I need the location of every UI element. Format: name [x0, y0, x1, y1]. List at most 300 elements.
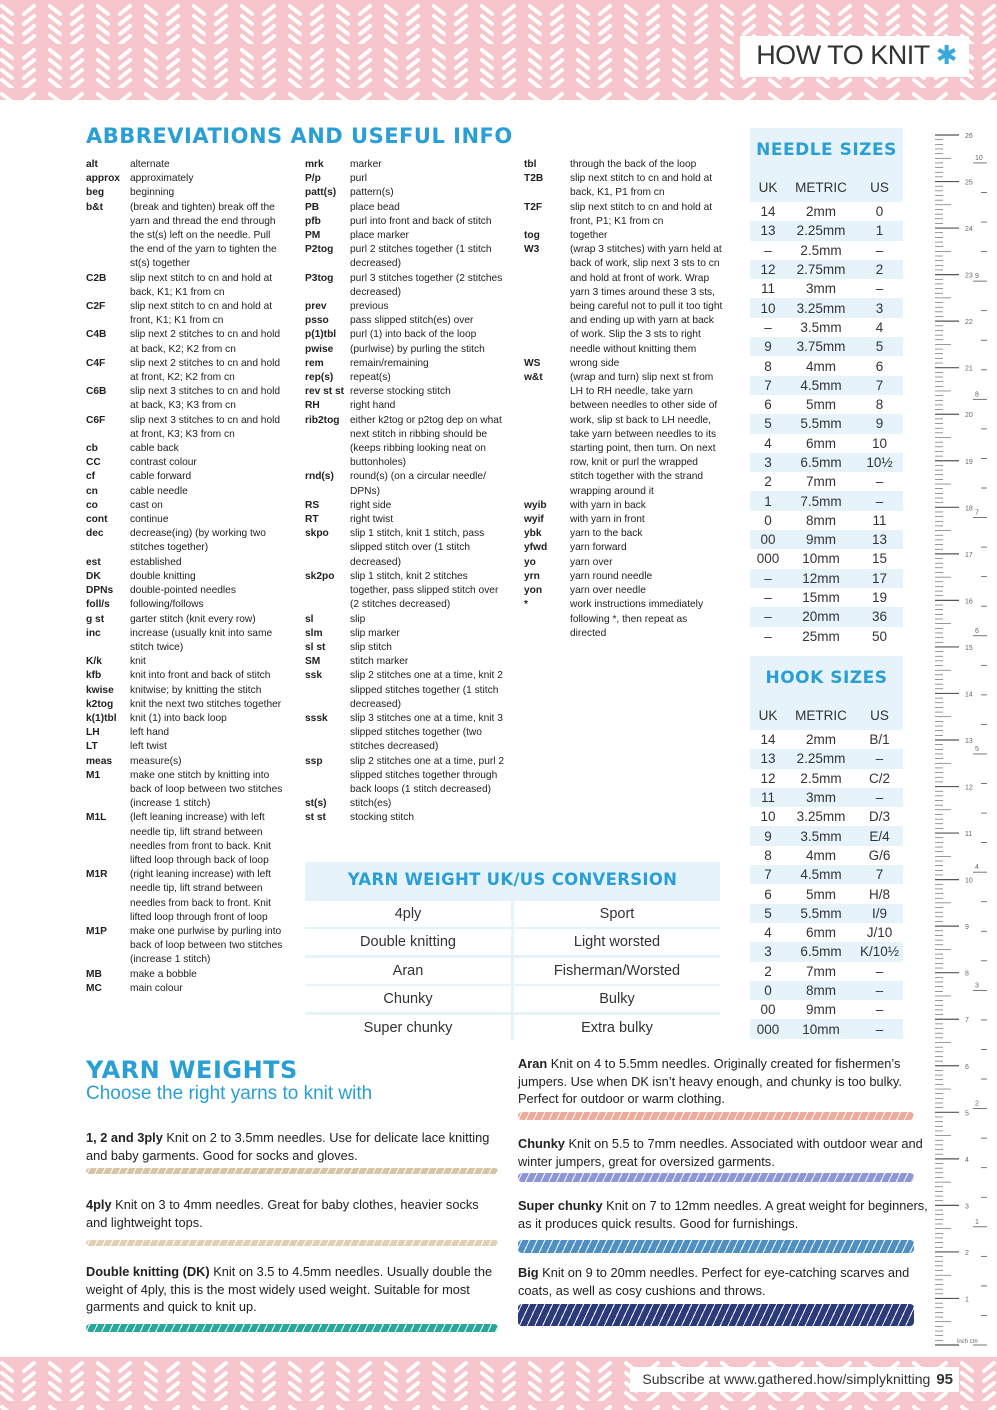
ruler-cm-label: 22 [965, 319, 973, 327]
table-row [750, 491, 903, 510]
abbreviation-row [305, 314, 505, 328]
hook-sizes-title: HOOK SIZES [765, 668, 888, 688]
ruler-inch-label: 10 [975, 154, 983, 162]
abbreviation-row [524, 499, 724, 513]
abbreviation-row [524, 570, 724, 584]
ruler-cm-label: 26 [965, 133, 973, 140]
abbreviation-term: ybk [524, 528, 542, 540]
table-cell: 2.25mm [786, 749, 856, 768]
table-cell: 6.5mm [786, 453, 856, 472]
table-row [750, 769, 903, 788]
abbreviation-row [305, 499, 505, 513]
abbreviation-row [86, 527, 286, 555]
yarn-weight-entry [518, 1264, 928, 1299]
yarn-strand-image [86, 1324, 498, 1332]
yarn-strand-image [518, 1304, 914, 1326]
table-cell: 6 [750, 884, 786, 903]
conversion-rows [305, 901, 720, 1041]
yarn-weight-description: Knit on 9 to 20mm needles. Perfect for eye-catching scarves and coats, as well as cosy cushions and throws. [518, 1265, 910, 1298]
conversion-row [305, 986, 720, 1012]
table-header-cell: METRIC [786, 700, 856, 730]
abbreviations-column-2 [305, 158, 505, 826]
abbreviation-definition: yarn round needle [570, 570, 653, 582]
table-cell: 12mm [786, 569, 856, 588]
conversion-row [305, 958, 720, 984]
ruler-graphic [935, 130, 987, 1350]
abbreviation-definition: left hand [130, 727, 170, 739]
table-cell: 3mm [786, 788, 856, 807]
abbreviation-term: yrn [524, 570, 540, 582]
abbreviation-definition: (wrap and turn) slip next st from LH to RH needle, take yarn between needles to other side of work, slip st back to LH needle, take yarn between needles to its starting point, then turn. On next row, knit or purl the wrapped stitch together with the strand wrapping around it [570, 372, 718, 497]
ruler-cm-label: 2 [965, 1249, 969, 1257]
abbreviation-row [86, 186, 286, 200]
conversion-row [305, 1015, 720, 1041]
abbreviation-term: MC [86, 982, 102, 994]
table-row [750, 298, 903, 317]
yarn-weight-description: Knit on 4 to 5.5mm needles. Originally created for fishermen’s jumpers. Use when DK isn’t heavy enough, and chunky is too bulky. Perfect for outdoor or warm clothing. [518, 1056, 902, 1106]
table-header-row [750, 172, 903, 202]
table-cell: 7.5mm [786, 491, 856, 510]
ruler-cm-label: 24 [965, 226, 973, 234]
table-header-cell: UK [750, 172, 786, 202]
ruler-cm-label: 5 [965, 1110, 969, 1118]
abbreviation-row [305, 399, 505, 413]
ruler-cm-label: 25 [965, 179, 973, 187]
abbreviation-definition: knit into front and back of stitch [130, 670, 271, 682]
abbreviation-definition: yarn over [570, 556, 613, 568]
yarn-weight-name: Super chunky [518, 1198, 603, 1213]
table-row [750, 749, 903, 768]
table-cell: 3 [750, 942, 786, 961]
abbreviation-term: k(1)tbl [86, 712, 117, 724]
abbreviation-term: k2tog [86, 698, 114, 710]
abbreviation-term: dec [86, 528, 104, 540]
table-cell: 14 [750, 202, 786, 221]
abbreviation-row [305, 272, 505, 300]
ruler-cm-label: 1 [965, 1296, 969, 1304]
table-row [750, 826, 903, 845]
ruler-cm-label: 19 [965, 458, 973, 466]
abbreviation-definition: contrast colour [130, 457, 197, 469]
abbreviation-definition: right twist [350, 514, 394, 526]
table-row [750, 279, 903, 298]
table-header-cell: US [856, 172, 903, 202]
yarn-strand-image [518, 1112, 914, 1120]
abbreviation-row [86, 328, 286, 356]
table-cell: 12 [750, 260, 786, 279]
table-cell: 5mm [786, 395, 856, 414]
table-cell: 11 [750, 279, 786, 298]
yarn-weight-name: Double knitting (DK) [86, 1264, 210, 1279]
abbreviation-term: P2tog [305, 244, 334, 256]
abbreviation-term: g st [86, 613, 105, 625]
table-cell: H/8 [856, 884, 903, 903]
ruler-cm-label: 13 [965, 738, 973, 745]
table-row [750, 241, 903, 260]
table-row [750, 1019, 903, 1038]
abbreviation-definition: knit (1) into back loop [130, 712, 227, 724]
table-row [750, 865, 903, 884]
abbreviation-term: mrk [305, 159, 324, 170]
abbreviation-term: rep(s) [305, 372, 334, 384]
yarn-weight-entry [518, 1197, 928, 1232]
yarn-weight-entry [86, 1263, 498, 1316]
table-cell: 5.5mm [786, 414, 856, 433]
table-header-cell: US [856, 700, 903, 730]
table-cell: 4.5mm [786, 865, 856, 884]
abbreviation-term: cn [86, 485, 98, 497]
abbreviation-term: inc [86, 627, 101, 639]
abbreviation-term: P3tog [305, 272, 334, 284]
abbreviation-definition: cable forward [130, 471, 192, 483]
abbreviation-definition: marker [350, 159, 382, 170]
ruler-cm-label: 7 [965, 1017, 969, 1025]
abbreviation-term: C4B [86, 329, 107, 341]
table-cell: 000 [750, 1019, 786, 1038]
abbreviation-term: ssp [305, 755, 323, 767]
abbreviation-row [524, 584, 724, 598]
ruler-inch-label: 1 [975, 1218, 979, 1226]
table-cell: 20mm [786, 607, 856, 626]
table-cell: 3.5mm [786, 318, 856, 337]
table-cell: 7mm [786, 472, 856, 491]
table-cell: 14 [750, 730, 786, 749]
abbreviation-row [524, 541, 724, 555]
abbreviation-definition: cast on [130, 499, 163, 511]
abbreviation-definition: purl [350, 173, 367, 185]
abbreviation-definition: yarn over needle [570, 585, 646, 597]
table-cell: 10½ [856, 453, 903, 472]
abbreviation-term: tbl [524, 159, 537, 170]
table-cell: E/4 [856, 826, 903, 845]
abbreviation-row [86, 712, 286, 726]
table-cell: – [856, 788, 903, 807]
abbreviation-definition: work instructions immediately following *, then repeat as directed [570, 599, 704, 639]
abbreviation-term: st(s) [305, 798, 327, 810]
abbreviation-term: kfb [86, 670, 102, 682]
table-cell: 7 [750, 865, 786, 884]
abbreviation-definition: following/follows [130, 599, 204, 611]
abbreviation-row [305, 712, 505, 755]
ruler-inch-label: 3 [975, 982, 979, 990]
abbreviation-definition: double-pointed needles [130, 585, 236, 597]
table-cell: – [856, 1019, 903, 1038]
table-cell: K/10½ [856, 942, 903, 961]
abbreviation-term: st st [305, 812, 326, 824]
table-cell: 4 [750, 923, 786, 942]
table-row [750, 395, 903, 414]
abbreviation-definition: slip next stitch to cn and hold at back, K1, P1 from cn [570, 173, 713, 199]
yarn-weight-description: Knit on 3 to 4mm needles. Great for baby clothes, heavier socks and lightweight tops. [86, 1197, 479, 1230]
abbreviation-definition: knit [130, 656, 146, 668]
table-row [750, 337, 903, 356]
abbreviation-row [86, 385, 286, 413]
abbreviation-term: approx [86, 173, 120, 185]
conversion-row [305, 901, 720, 927]
table-cell: – [856, 472, 903, 491]
abbreviation-term: M1R [86, 869, 108, 881]
abbreviation-definition: approximately [130, 173, 194, 185]
yarn-weight-description: Knit on 3.5 to 4.5mm needles. Usually double the weight of 4ply, this is the most widely used weight. Suitable for most garments and quick to knit up. [86, 1264, 493, 1314]
table-cell: J/10 [856, 923, 903, 942]
table-header-cell: METRIC [786, 172, 856, 202]
table-cell: 13 [750, 221, 786, 240]
abbreviation-term: cont [86, 514, 108, 526]
abbreviation-definition: right side [350, 499, 392, 511]
abbreviation-term: sssk [305, 712, 328, 724]
abbreviation-term: kwise [86, 684, 114, 696]
table-cell: 10mm [786, 1019, 856, 1038]
abbreviation-row [305, 215, 505, 229]
abbreviation-term: skpo [305, 528, 329, 540]
table-cell: 25mm [786, 627, 856, 646]
table-row [750, 884, 903, 903]
yarn-weight-entry [518, 1135, 928, 1170]
abbreviation-row [86, 485, 286, 499]
abbreviation-definition: slip next 3 stitches to cn and hold at back, K3; K3 from cn [130, 386, 281, 412]
abbreviation-definition: purl into front and back of stitch [350, 215, 492, 227]
abbreviation-row [86, 556, 286, 570]
abbreviation-term: wyib [524, 499, 547, 511]
table-row [750, 356, 903, 375]
abbreviation-row [524, 598, 724, 641]
table-cell: 9mm [786, 1000, 856, 1019]
table-cell: – [856, 1000, 903, 1019]
subscribe-text: Subscribe at www.gathered.how/simplyknitting [642, 1371, 931, 1387]
table-header-row [750, 700, 903, 730]
ruler-unit-label: inch cm [957, 1339, 978, 1345]
abbreviation-term: foll/s [86, 599, 110, 611]
table-cell: 5.5mm [786, 904, 856, 923]
abbreviation-term: C2F [86, 301, 106, 313]
table-cell: 6.5mm [786, 942, 856, 961]
table-cell: 00 [750, 530, 786, 549]
ruler-cm-label: 8 [965, 970, 969, 978]
ruler-cm-label: 10 [965, 877, 973, 885]
abbreviation-definition: slip marker [350, 627, 400, 639]
table-cell: 19 [856, 588, 903, 607]
abbreviation-row [305, 343, 505, 357]
table-cell: 15mm [786, 588, 856, 607]
abbreviation-row [305, 328, 505, 342]
abbreviation-definition: increase (usually knit into same stitch twice) [130, 627, 273, 653]
abbreviation-row [305, 669, 505, 712]
abbreviation-row [524, 172, 724, 200]
table-row [750, 846, 903, 865]
abbreviation-definition: continue [130, 514, 169, 526]
table-row [750, 202, 903, 221]
abbreviation-definition: round(s) (on a circular needle/ DPNs) [350, 471, 486, 497]
yarn-weights-title: YARN WEIGHTS [86, 1056, 298, 1084]
abbreviation-term: T2F [524, 201, 543, 213]
table-cell: 10mm [786, 549, 856, 568]
abbreviation-definition: cable needle [130, 485, 188, 497]
abbreviation-definition: beginning [130, 187, 175, 199]
abbreviation-definition: slip next stitch to cn and hold at back, K1; K1 from cn [130, 272, 273, 298]
table-cell: 6mm [786, 923, 856, 942]
table-cell: 4 [750, 434, 786, 453]
us-weight-cell: Fisherman/Worsted [514, 958, 720, 984]
abbreviation-term: M1P [86, 925, 107, 937]
ruler-cm-label: 12 [965, 784, 973, 792]
abbreviation-row [86, 925, 286, 968]
yarn-weight-name: Aran [518, 1056, 548, 1071]
table-row [750, 549, 903, 568]
abbreviation-term: PM [305, 230, 321, 242]
table-cell: 0 [750, 981, 786, 1000]
abbreviation-row [305, 201, 505, 215]
table-cell: G/6 [856, 846, 903, 865]
abbreviation-row [524, 229, 724, 243]
abbreviation-term: DK [86, 570, 101, 582]
abbreviation-term: C6B [86, 386, 107, 398]
table-row [750, 904, 903, 923]
abbreviation-term: RH [305, 400, 320, 412]
table-cell: – [856, 279, 903, 298]
abbreviation-definition: slip next stitch to cn and hold at front, P1; K1 from cn [570, 201, 713, 227]
ruler-cm-label: 18 [965, 505, 973, 513]
us-weight-cell: Extra bulky [514, 1015, 720, 1041]
ruler-cm-label: 11 [965, 831, 973, 839]
table-cell: 9mm [786, 530, 856, 549]
table-row [750, 260, 903, 279]
ruler-cm-label: 23 [965, 272, 973, 280]
abbreviation-term: sk2po [305, 570, 335, 582]
table-cell: 36 [856, 607, 903, 626]
ruler-cm-label: 21 [965, 365, 973, 373]
abbreviation-definition: either k2tog or p2tog dep on what next stitch in ribbing should be (keeps ribbing looking neat on buttonholes) [350, 414, 502, 469]
yarn-strand-image [518, 1240, 914, 1253]
abbreviations-column-1 [86, 158, 286, 996]
abbreviation-definition: slip next 2 stitches to cn and hold at front, K2; K2 from cn [130, 357, 281, 384]
abbreviation-row [86, 513, 286, 527]
abbreviation-row [86, 598, 286, 612]
table-cell: 7 [856, 865, 903, 884]
yarn-strand-image [518, 1173, 914, 1182]
table-cell: 4.5mm [786, 376, 856, 395]
table-row [750, 221, 903, 240]
abbreviation-row [86, 755, 286, 769]
table-row [750, 607, 903, 626]
table-cell: 3.25mm [786, 807, 856, 826]
abbreviation-row [305, 527, 505, 570]
table-cell: – [750, 318, 786, 337]
ruler-inch-label: 6 [975, 627, 979, 635]
yarn-weights-subtitle: Choose the right yarns to knit with [86, 1083, 373, 1104]
abbreviation-row [305, 172, 505, 186]
abbreviation-term: cf [86, 471, 96, 483]
uk-weight-cell: Aran [305, 958, 511, 984]
abbreviation-definition: knitwise; by knitting the stitch [130, 684, 262, 696]
abbreviation-definition: yarn to the back [570, 528, 643, 540]
table-cell: 2.25mm [786, 221, 856, 240]
table-cell: 50 [856, 627, 903, 646]
abbreviation-row [305, 513, 505, 527]
abbreviation-definition: slip 3 stitches one at a time, knit 3 slipped stitches together (two stitches decreased) [350, 712, 503, 753]
abbreviation-row [524, 243, 724, 357]
abbreviation-definition: (purlwise) by purling the stitch [350, 343, 485, 355]
abbreviation-term: sl [305, 613, 314, 625]
abbreviation-term: yo [524, 556, 536, 568]
abbreviation-definition: slip [350, 613, 366, 625]
abbreviation-row [86, 613, 286, 627]
abbreviation-row [305, 371, 505, 385]
table-cell: 10 [750, 298, 786, 317]
abbreviation-definition: pass slipped stitch(es) over [350, 315, 474, 327]
abbreviation-term: C4F [86, 357, 106, 369]
abbreviation-row [86, 627, 286, 655]
abbreviation-definition: slip 2 stitches one at a time, purl 2 slipped stitches together through back loops (1 stitch decreased) [350, 755, 505, 795]
abbreviation-definition: measure(s) [130, 755, 182, 767]
abbreviation-definition: purl 3 stitches together (2 stitches decreased) [350, 272, 503, 298]
needle-sizes-panel [750, 128, 903, 644]
table-cell: 000 [750, 549, 786, 568]
table-cell: 3 [750, 453, 786, 472]
table-cell: 11 [856, 511, 903, 530]
abbreviation-definition: cable back [130, 443, 179, 455]
abbreviation-definition: (wrap 3 stitches) with yarn held at back of work, slip next 3 sts to cn and hold at front of work. Wrap yarn 3 times around these 3 sts, being careful not to pull it too tight and ending up with yarn at back of work. Slip the 3 sts to right needle without knitting them [570, 244, 723, 355]
abbreviation-term: WS [524, 357, 541, 369]
table-row [750, 511, 903, 530]
abbreviation-definition: slip 1 stitch, knit 2 stitches together, pass slipped stitch over (2 stitches decreased) [350, 570, 499, 611]
abbreviation-row [86, 655, 286, 669]
table-cell: 1 [856, 221, 903, 240]
abbreviation-definition: slip next 3 stitches to cn and hold at front, K3; K3 from cn [130, 414, 281, 440]
abbreviation-term: T2B [524, 173, 544, 185]
yarn-strand-image [86, 1240, 498, 1246]
abbreviation-term: * [524, 599, 528, 611]
table-row [750, 788, 903, 807]
table-cell: 7mm [786, 962, 856, 981]
abbreviation-term: co [86, 499, 98, 511]
abbreviation-term: W3 [524, 244, 540, 256]
yarn-weight-description: Knit on 5.5 to 7mm needles. Associated with outdoor wear and winter jumpers, great for oversized garments. [518, 1136, 923, 1169]
abbreviation-definition: repeat(s) [350, 372, 391, 384]
abbreviation-row [305, 414, 505, 471]
abbreviation-definition: right hand [350, 400, 396, 412]
table-row [750, 627, 903, 646]
abbreviation-definition: stitch(es) [350, 798, 392, 810]
ruler-cm-label: 16 [965, 598, 973, 606]
header-title-text: HOW TO KNIT [756, 40, 930, 70]
abbreviation-definition: (break and tighten) break off the yarn and thread the end through the st(s) left on the needle. Pull the end of the yarn to tighten the st(s) together [130, 201, 277, 270]
abbreviation-definition: alternate [130, 159, 170, 170]
table-cell: 4mm [786, 846, 856, 865]
abbreviation-definition: pattern(s) [350, 187, 394, 199]
abbreviation-term: alt [86, 159, 98, 170]
table-row [750, 730, 903, 749]
abbreviation-row [305, 385, 505, 399]
abbreviation-row [305, 243, 505, 271]
uk-weight-cell: Chunky [305, 986, 511, 1012]
table-cell: – [750, 627, 786, 646]
abbreviation-definition: garter stitch (knit every row) [130, 613, 256, 625]
table-cell: 13 [856, 530, 903, 549]
abbreviation-definition: slip next 2 stitches to cn and hold at back, K2; K2 from cn [130, 329, 281, 355]
abbreviation-definition: double knitting [130, 570, 196, 582]
abbreviation-term: LT [86, 741, 98, 753]
ruler-inch-label: 8 [975, 391, 979, 399]
abbreviation-row [86, 698, 286, 712]
table-cell: 12 [750, 769, 786, 788]
table-cell: I/9 [856, 904, 903, 923]
abbreviations-column-3 [524, 158, 724, 641]
abbreviation-row [305, 229, 505, 243]
table-cell: 6 [856, 356, 903, 375]
table-cell: 0 [750, 511, 786, 530]
table-cell: – [750, 588, 786, 607]
abbreviation-row [305, 357, 505, 371]
